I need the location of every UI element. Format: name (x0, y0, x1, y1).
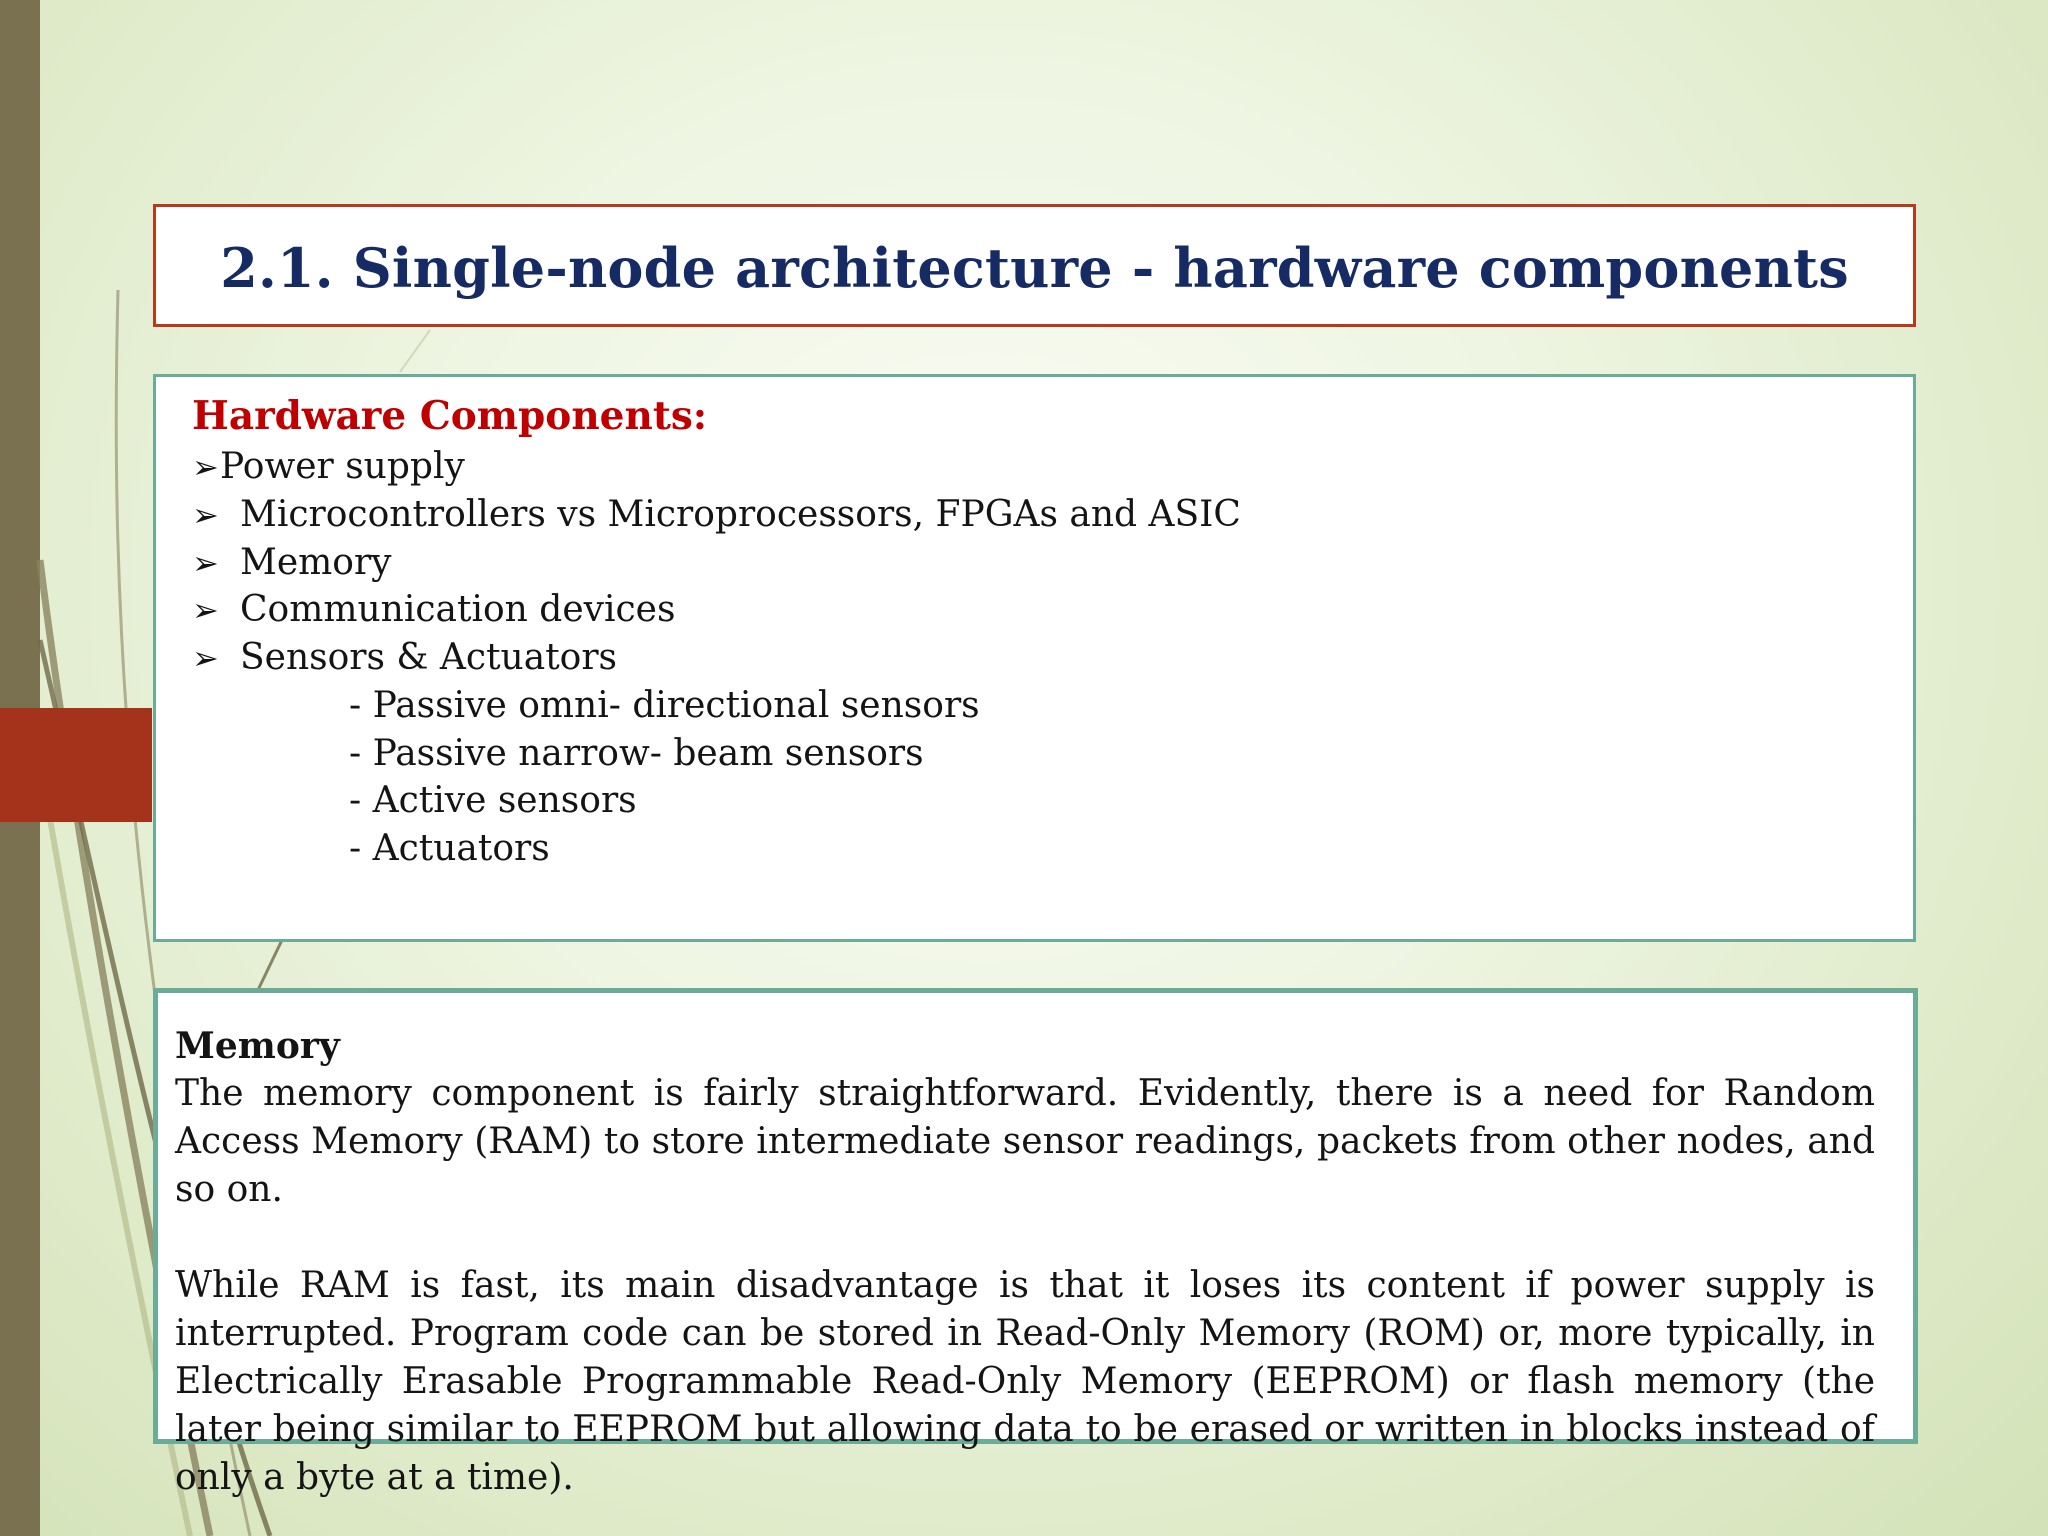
list-item-label: Communication devices (240, 589, 676, 630)
arrow-bullet-icon: ➢ (192, 591, 219, 629)
list-item-label: Power supply (220, 446, 465, 487)
arrow-bullet-icon: ➢ (192, 544, 219, 582)
memory-content (175, 1022, 1875, 1502)
list-item (192, 446, 465, 487)
sensor-subitem: - Active sensors (349, 780, 637, 821)
arrow-bullet-icon: ➢ (192, 639, 219, 677)
arrow-bullet-icon: ➢ (192, 496, 219, 534)
accent-block (0, 708, 152, 822)
list-item (192, 637, 617, 678)
memory-paragraph-2: While RAM is fast, its main disadvantage is that it loses its content if power supply is interrupted. Program code can be stored in Read-Only Memory (ROM) or, more typically, in Electrically Erasable Programmable Read-Only Memory (EEPROM) or flash memory (the later being similar to EEPROM but allowing data to be erased or written in blocks instead of only a byte at a time). (175, 1265, 1875, 1498)
list-item-label: Memory (240, 542, 392, 583)
hardware-components-box (153, 374, 1916, 942)
list-item-label: Sensors & Actuators (240, 637, 618, 678)
sensor-subitem: - Passive omni- directional sensors (349, 685, 980, 726)
memory-heading: Memory (175, 1025, 340, 1067)
list-item (192, 589, 675, 630)
slide-title: 2.1. Single-node architecture - hardware components (220, 235, 1849, 300)
hardware-heading: Hardware Components: (192, 393, 708, 439)
paragraph-spacer (175, 1214, 1875, 1262)
title-box (153, 204, 1916, 327)
memory-box (153, 988, 1918, 1498)
sensor-subitem: - Passive narrow- beam sensors (349, 733, 924, 774)
arrow-bullet-icon: ➢ (192, 448, 219, 486)
list-item (192, 494, 1241, 535)
sensor-subitem: - Actuators (349, 828, 550, 869)
list-item (192, 542, 392, 583)
memory-paragraph-1: The memory component is fairly straightforward. Evidently, there is a need for Random Access Memory (RAM) to store intermediate sensor readings, packets from other nodes, and so on. (175, 1073, 1875, 1210)
list-item-label: Microcontrollers vs Microprocessors, FPGAs and ASIC (240, 494, 1241, 535)
